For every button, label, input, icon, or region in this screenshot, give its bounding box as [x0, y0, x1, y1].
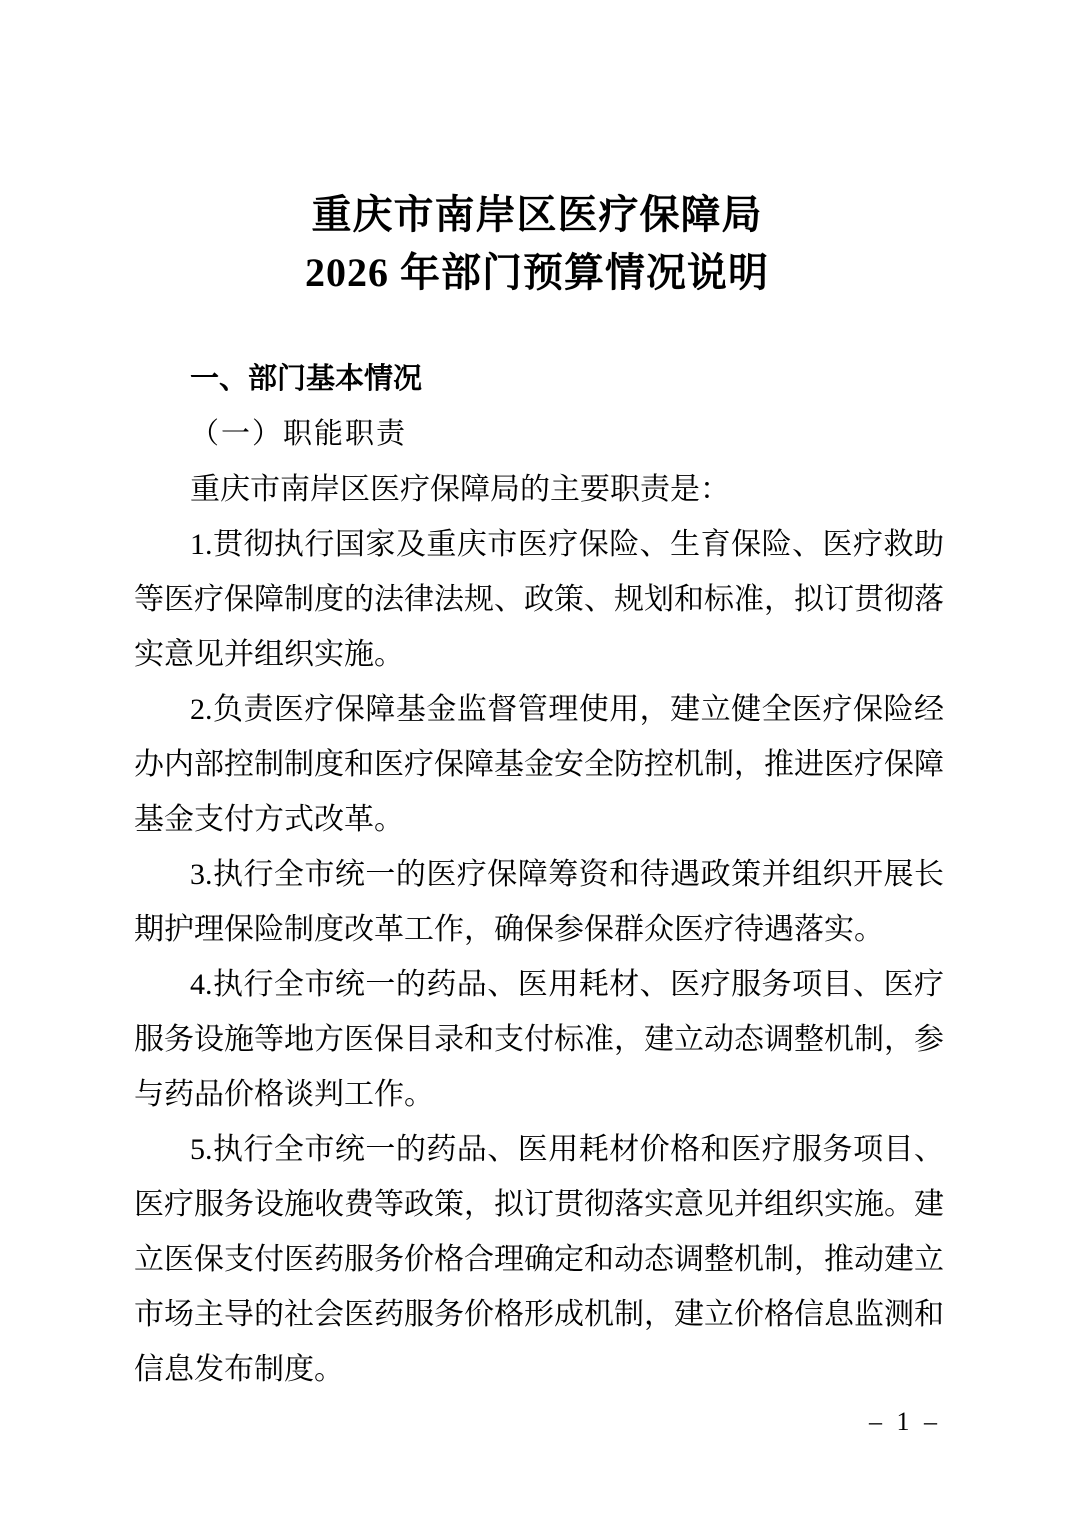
section-heading: 一、部门基本情况 — [190, 363, 423, 395]
duty-paragraph-2: 2.负责医疗保障基金监督管理使用，建立健全医疗保险经办内部控制制度和医疗保障基金安全防控机制，推进医疗保障基金支付方式改革。 — [134, 693, 944, 836]
title-line-1: 重庆市南岸区医疗保障局 — [311, 192, 763, 237]
subsection-heading: （一）职能职责 — [190, 418, 408, 450]
document-title — [132, 186, 942, 302]
intro-paragraph: 重庆市南岸区医疗保障局的主要职责是： — [190, 473, 730, 506]
duty-paragraph-3: 3.执行全市统一的医疗保障筹资和待遇政策并组织开展长期护理保险制度改革工作，确保参保群众医疗待遇落实。 — [134, 858, 944, 946]
page-number: – 1 – — [869, 1407, 941, 1436]
document-body — [134, 352, 944, 1397]
duty-paragraph-1: 1.贯彻执行国家及重庆市医疗保险、生育保险、医疗救助等医疗保障制度的法律法规、政策、规划和标准，拟订贯彻落实意见并组织实施。 — [134, 528, 944, 671]
duty-paragraph-4: 4.执行全市统一的药品、医用耗材、医疗服务项目、医疗服务设施等地方医保目录和支付标准，建立动态调整机制，参与药品价格谈判工作。 — [134, 968, 944, 1111]
title-line-2: 2026 年部门预算情况说明 — [305, 250, 769, 295]
duty-paragraph-5: 5.执行全市统一的药品、医用耗材价格和医疗服务项目、医疗服务设施收费等政策，拟订贯彻落实意见并组织实施。建立医保支付医药服务价格合理确定和动态调整机制，推动建立市场主导的社会医药服务价格形成机制，建立价格信息监测和信息发布制度。 — [134, 1133, 944, 1386]
